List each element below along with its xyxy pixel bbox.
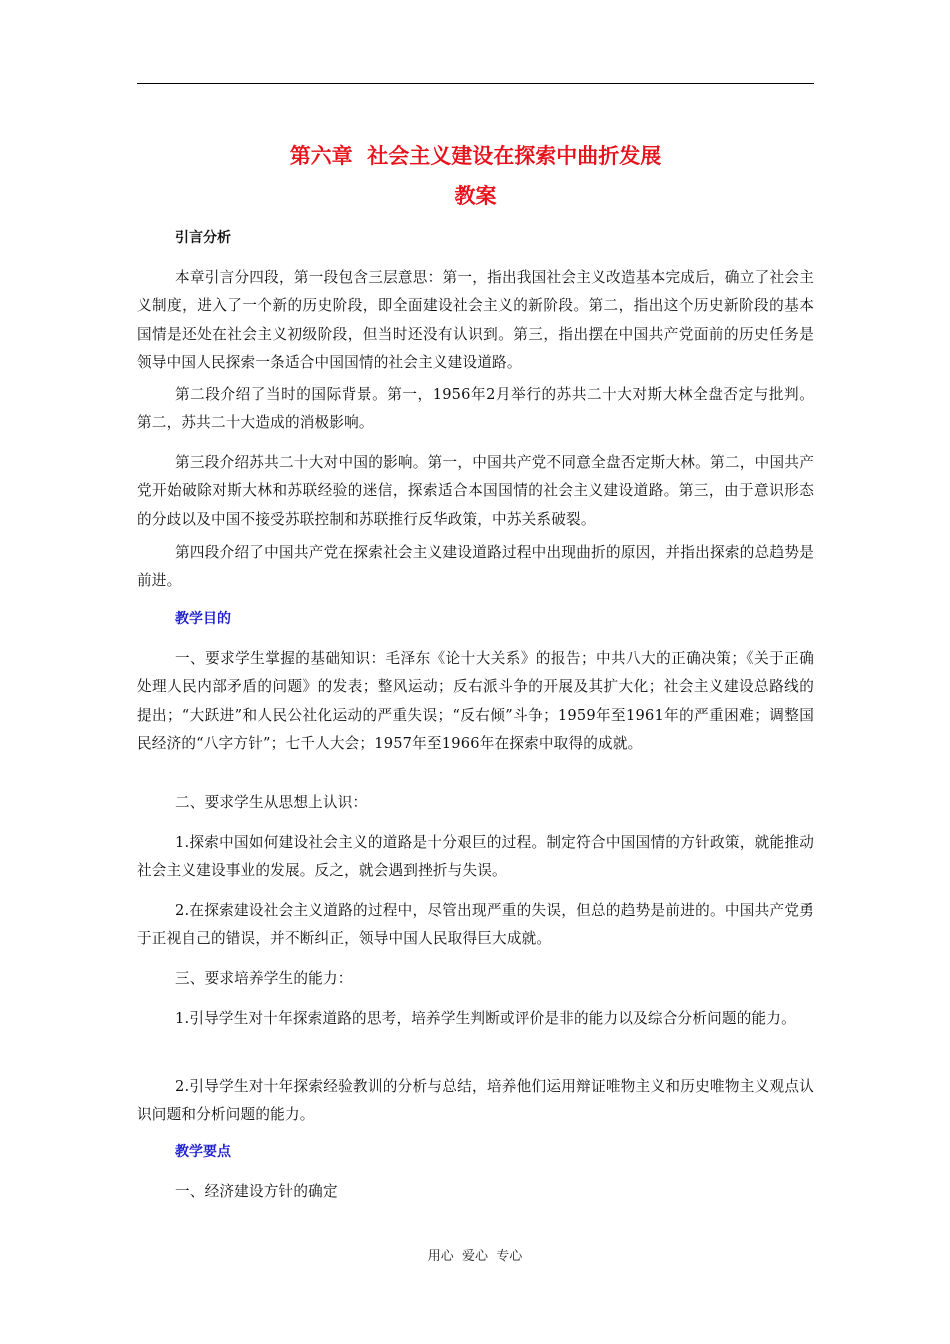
page-footer: 用心 爱心 专心 — [427, 1249, 523, 1264]
section-heading-goals: 教学目的 — [175, 611, 231, 627]
paragraph: 第四段介绍了中国共产党在探索社会主义建设道路过程中出现曲折的原因，并指出探索的总趋势是前进。 — [137, 544, 814, 590]
paragraph: 1.引导学生对十年探索道路的思考，培养学生判断或评价是非的能力以及综合分析问题的能力。 — [175, 1010, 796, 1027]
paragraph: 第三段介绍苏共二十大对中国的影响。第一，中国共产党不同意全盘否定斯大林。第二，中国共产党开始破除对斯大林和苏联经验的迷信，探索适合本国国情的社会主义建设道路。第三，由于意识形态的分歧以及中国不接受苏联控制和苏联推行反华政策，中苏关系破裂。 — [137, 454, 814, 528]
section-heading-keypoints: 教学要点 — [175, 1144, 231, 1160]
header-rule — [137, 83, 814, 84]
paragraph: 2.在探索建设社会主义道路的过程中，尽管出现严重的失误，但总的趋势是前进的。中国共产党勇于正视自己的错误，并不断纠正，领导中国人民取得巨大成就。 — [137, 902, 814, 948]
paragraph: 二、要求学生从思想上认识： — [175, 794, 368, 811]
paragraph: 本章引言分四段，第一段包含三层意思：第一，指出我国社会主义改造基本完成后，确立了社会主义制度，进入了一个新的历史阶段，即全面建设社会主义的新阶段。第二，指出这个历史新阶段的基本国情是还处在社会主义初级阶段，但当时还没有认识到。第三，指出摆在中国共产党面前的历史任务是领导中国人民探索一条适合中国国情的社会主义建设道路。 — [137, 269, 814, 372]
paragraph: 一、要求学生掌握的基础知识：毛泽东《论十大关系》的报告；中共八大的正确决策；《关于正确处理人民内部矛盾的问题》的发表；整风运动；反右派斗争的开展及其扩大化；社会主义建设总路线的提出；“大跃进”和人民公社化运动的严重失误；“反右倾”斗争；1959年至1961年的严重困难；调整国民经济的“八字方针”；七千人大会；1957年至1966年在探索中取得的成就。 — [137, 650, 814, 753]
paragraph: 一、经济建设方针的确定 — [175, 1183, 338, 1200]
document-subtitle: 教案 — [454, 184, 497, 208]
document-title: 第六章 社会主义建设在探索中曲折发展 — [289, 144, 662, 168]
section-heading-intro: 引言分析 — [175, 230, 231, 246]
paragraph: 第二段介绍了当时的国际背景。第一，1956年2月举行的苏共二十大对斯大林全盘否定与批判。第二，苏共二十大造成的消极影响。 — [137, 386, 814, 432]
paragraph: 2.引导学生对十年探索经验教训的分析与总结，培养他们运用辩证唯物主义和历史唯物主义观点认识问题和分析问题的能力。 — [137, 1078, 814, 1124]
paragraph: 三、要求培养学生的能力： — [175, 970, 353, 987]
paragraph: 1.探索中国如何建设社会主义的道路是十分艰巨的过程。制定符合中国国情的方针政策，就能推动社会主义建设事业的发展。反之，就会遇到挫折与失误。 — [137, 834, 814, 880]
